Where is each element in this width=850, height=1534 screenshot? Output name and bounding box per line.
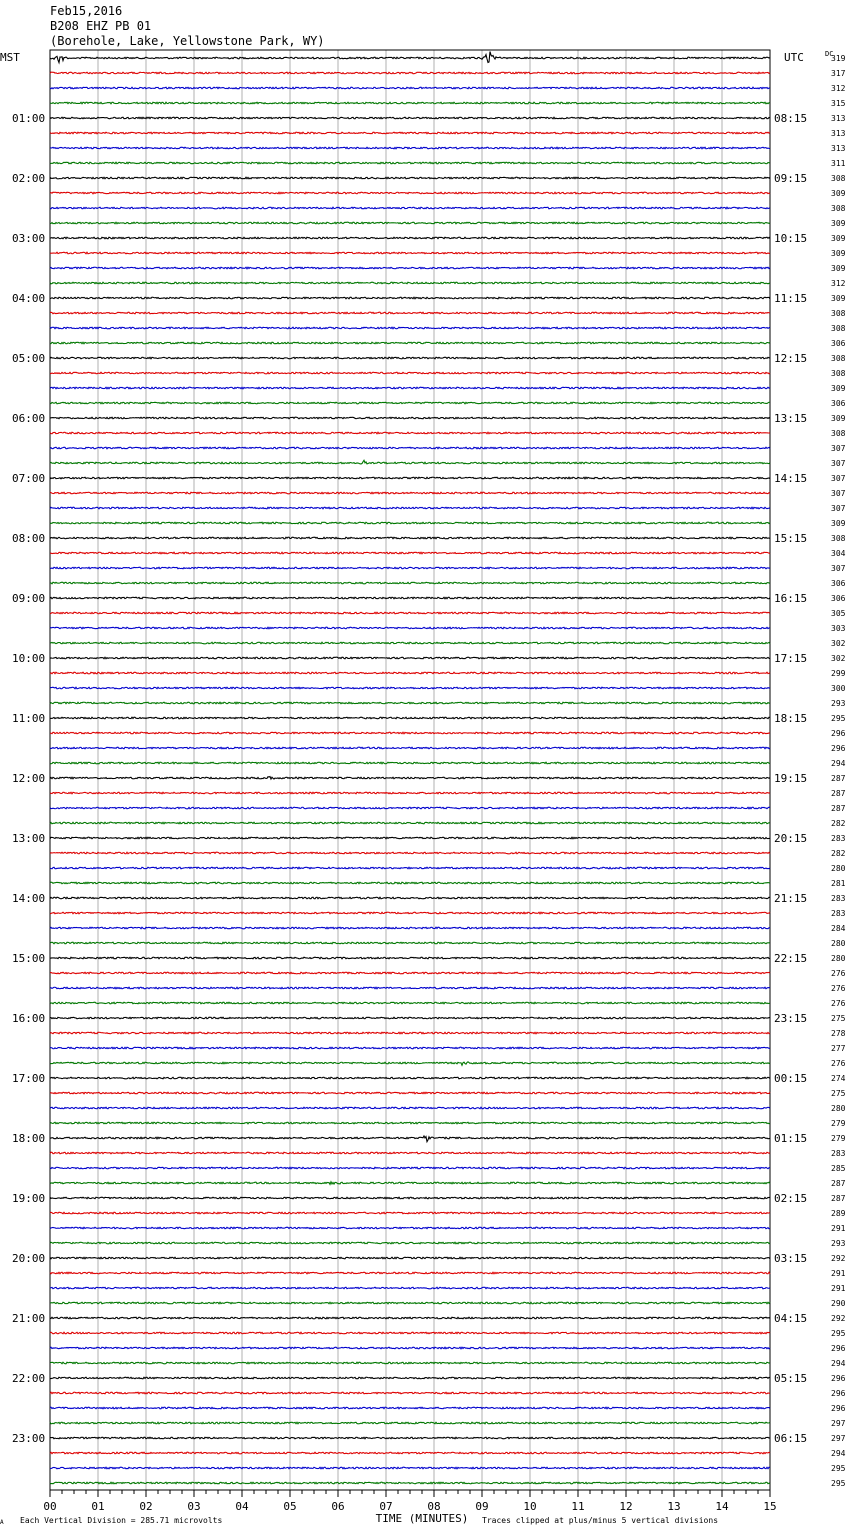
trace-line bbox=[50, 1422, 770, 1424]
left-timezone-label: MST bbox=[0, 51, 20, 64]
trace-line bbox=[50, 477, 770, 479]
trace-line bbox=[50, 912, 770, 914]
header-date: Feb15,2016 bbox=[50, 4, 123, 18]
left-hour-label: 06:00 bbox=[12, 412, 46, 425]
trace-line bbox=[50, 1257, 770, 1259]
dc-offset-label: 282 bbox=[831, 849, 846, 858]
trace-line bbox=[50, 672, 770, 674]
trace-line bbox=[50, 507, 770, 509]
dc-offset-label: 275 bbox=[831, 1014, 846, 1023]
dc-offset-label: 309 bbox=[831, 414, 846, 423]
trace-line bbox=[50, 432, 770, 434]
trace-line bbox=[50, 1287, 770, 1289]
dc-offset-label: 277 bbox=[831, 1044, 846, 1053]
trace-line bbox=[50, 1332, 770, 1334]
trace-line bbox=[50, 1017, 770, 1019]
dc-offset-label: 287 bbox=[831, 774, 846, 783]
trace-line bbox=[50, 297, 770, 299]
trace-line bbox=[50, 252, 770, 254]
x-tick-label: 01 bbox=[91, 1500, 105, 1513]
trace-line bbox=[50, 192, 770, 194]
header-location: (Borehole, Lake, Yellowstone Park, WY) bbox=[50, 34, 325, 48]
trace-line bbox=[50, 867, 770, 869]
dc-offset-label: 306 bbox=[831, 399, 846, 408]
trace-line bbox=[50, 52, 770, 63]
dc-offset-label: 307 bbox=[831, 489, 846, 498]
trace-line bbox=[50, 657, 770, 659]
right-hour-label: 14:15 bbox=[774, 472, 808, 485]
dc-offset-label: 296 bbox=[831, 744, 846, 753]
right-hour-label: 15:15 bbox=[774, 532, 808, 545]
trace-line bbox=[50, 222, 770, 224]
trace-line bbox=[50, 1032, 770, 1034]
left-hour-label: 07:00 bbox=[12, 472, 46, 485]
trace-line bbox=[50, 927, 770, 929]
trace-line bbox=[50, 837, 770, 839]
dc-offset-label: 274 bbox=[831, 1074, 846, 1083]
left-hour-label: 03:00 bbox=[12, 232, 46, 245]
dc-offset-label: 283 bbox=[831, 1149, 846, 1158]
trace-line bbox=[50, 612, 770, 614]
dc-offset-label: 308 bbox=[831, 354, 846, 363]
right-hour-label: 16:15 bbox=[774, 592, 808, 605]
x-tick-label: 13 bbox=[667, 1500, 681, 1513]
trace-line bbox=[50, 1317, 770, 1319]
dc-offset-label: 297 bbox=[831, 1419, 846, 1428]
dc-offset-label: 296 bbox=[831, 1344, 846, 1353]
left-hour-label: 08:00 bbox=[12, 532, 46, 545]
right-hour-label: 18:15 bbox=[774, 712, 808, 725]
dc-offset-label: 306 bbox=[831, 579, 846, 588]
dc-offset-label: 308 bbox=[831, 204, 846, 213]
trace-line bbox=[50, 327, 770, 329]
dc-offset-label: 307 bbox=[831, 504, 846, 513]
x-tick-label: 02 bbox=[139, 1500, 153, 1513]
trace-line bbox=[50, 1212, 770, 1214]
dc-offset-label: 306 bbox=[831, 594, 846, 603]
left-hour-label: 15:00 bbox=[12, 952, 46, 965]
dc-offset-label: 309 bbox=[831, 189, 846, 198]
dc-offset-label: 287 bbox=[831, 789, 846, 798]
x-tick-label: 15 bbox=[763, 1500, 777, 1513]
trace-line bbox=[50, 597, 770, 599]
left-hour-label: 04:00 bbox=[12, 292, 46, 305]
dc-offset-label: 287 bbox=[831, 1194, 846, 1203]
left-hour-label: 17:00 bbox=[12, 1072, 46, 1085]
trace-line bbox=[50, 492, 770, 494]
trace-line bbox=[50, 987, 770, 989]
dc-offset-label: 309 bbox=[831, 519, 846, 528]
left-hour-label: 02:00 bbox=[12, 172, 46, 185]
dc-offset-label: 308 bbox=[831, 174, 846, 183]
trace-line bbox=[50, 852, 770, 854]
trace-line bbox=[50, 1092, 770, 1094]
dc-offset-label: 302 bbox=[831, 639, 846, 648]
trace-line bbox=[50, 897, 770, 899]
left-hour-label: 19:00 bbox=[12, 1192, 46, 1205]
left-hour-label: 16:00 bbox=[12, 1012, 46, 1025]
x-tick-label: 11 bbox=[571, 1500, 585, 1513]
trace-line bbox=[50, 312, 770, 314]
trace-line bbox=[50, 147, 770, 149]
trace-line bbox=[50, 1182, 770, 1185]
right-hour-label: 03:15 bbox=[774, 1252, 808, 1265]
x-tick-label: 05 bbox=[283, 1500, 297, 1513]
trace-line bbox=[50, 1347, 770, 1349]
trace-line bbox=[50, 1077, 770, 1079]
dc-offset-label: 299 bbox=[831, 669, 846, 678]
right-hour-label: 22:15 bbox=[774, 952, 808, 965]
dc-offset-label: 302 bbox=[831, 654, 846, 663]
trace-line bbox=[50, 1452, 770, 1454]
trace-line bbox=[50, 402, 770, 404]
trace-line bbox=[50, 1136, 770, 1142]
dc-offset-label: 295 bbox=[831, 1479, 846, 1488]
trace-line bbox=[50, 237, 770, 239]
dc-offset-label: 291 bbox=[831, 1269, 846, 1278]
trace-line bbox=[50, 957, 770, 959]
x-tick-label: 04 bbox=[235, 1500, 249, 1513]
dc-offset-label: 296 bbox=[831, 1404, 846, 1413]
right-hour-label: 10:15 bbox=[774, 232, 808, 245]
dc-offset-label: 309 bbox=[831, 249, 846, 258]
right-hour-label: 09:15 bbox=[774, 172, 808, 185]
dc-header-label: DC bbox=[825, 50, 834, 58]
right-hour-label: 05:15 bbox=[774, 1372, 808, 1385]
trace-line bbox=[50, 387, 770, 389]
left-hour-label: 05:00 bbox=[12, 352, 46, 365]
dc-offset-label: 304 bbox=[831, 549, 846, 558]
dc-offset-label: 313 bbox=[831, 144, 846, 153]
dc-offset-label: 276 bbox=[831, 999, 846, 1008]
trace-line bbox=[50, 552, 770, 554]
trace-line bbox=[50, 1152, 770, 1154]
dc-offset-label: 307 bbox=[831, 459, 846, 468]
dc-offset-label: 312 bbox=[831, 84, 846, 93]
dc-offset-label: 275 bbox=[831, 1089, 846, 1098]
dc-offset-label: 293 bbox=[831, 1239, 846, 1248]
trace-line bbox=[50, 1272, 770, 1274]
dc-offset-label: 283 bbox=[831, 909, 846, 918]
dc-offset-label: 285 bbox=[831, 1164, 846, 1173]
trace-line bbox=[50, 972, 770, 974]
dc-offset-label: 303 bbox=[831, 624, 846, 633]
x-tick-label: 10 bbox=[523, 1500, 537, 1513]
trace-line bbox=[50, 162, 770, 164]
right-hour-label: 19:15 bbox=[774, 772, 808, 785]
x-tick-label: 06 bbox=[331, 1500, 345, 1513]
trace-line bbox=[50, 207, 770, 209]
trace-line bbox=[50, 1392, 770, 1394]
dc-offset-label: 307 bbox=[831, 564, 846, 573]
dc-offset-label: 280 bbox=[831, 954, 846, 963]
trace-line bbox=[50, 732, 770, 734]
dc-offset-label: 294 bbox=[831, 759, 846, 768]
trace-line bbox=[50, 1467, 770, 1469]
left-hour-label: 20:00 bbox=[12, 1252, 46, 1265]
trace-line bbox=[50, 882, 770, 884]
trace-line bbox=[50, 1377, 770, 1379]
right-hour-label: 12:15 bbox=[774, 352, 808, 365]
trace-line bbox=[50, 87, 770, 89]
trace-line bbox=[50, 1482, 770, 1484]
trace-line bbox=[50, 687, 770, 689]
left-hour-label: 09:00 bbox=[12, 592, 46, 605]
trace-line bbox=[50, 1062, 770, 1065]
left-hour-label: 01:00 bbox=[12, 112, 46, 125]
dc-offset-label: 290 bbox=[831, 1299, 846, 1308]
dc-offset-label: 309 bbox=[831, 264, 846, 273]
scale-note: Each Vertical Division = 285.71 microvolts bbox=[20, 1516, 223, 1525]
trace-line bbox=[50, 792, 770, 794]
dc-offset-label: 307 bbox=[831, 474, 846, 483]
dc-offset-label: 291 bbox=[831, 1224, 846, 1233]
trace-line bbox=[50, 1437, 770, 1439]
trace-line bbox=[50, 1047, 770, 1049]
dc-offset-label: 313 bbox=[831, 129, 846, 138]
right-hour-label: 00:15 bbox=[774, 1072, 808, 1085]
trace-line bbox=[50, 522, 770, 524]
trace-line bbox=[50, 942, 770, 944]
dc-offset-label: 308 bbox=[831, 324, 846, 333]
dc-offset-label: 295 bbox=[831, 1329, 846, 1338]
trace-line bbox=[50, 1407, 770, 1409]
trace-line bbox=[50, 72, 770, 74]
x-tick-label: 14 bbox=[715, 1500, 729, 1513]
x-tick-label: 08 bbox=[427, 1500, 441, 1513]
dc-offset-label: 287 bbox=[831, 1179, 846, 1188]
dc-offset-label: 292 bbox=[831, 1314, 846, 1323]
trace-line bbox=[50, 282, 770, 284]
dc-offset-label: 296 bbox=[831, 1374, 846, 1383]
dc-offset-label: 306 bbox=[831, 339, 846, 348]
left-hour-label: 11:00 bbox=[12, 712, 46, 725]
right-hour-label: 04:15 bbox=[774, 1312, 808, 1325]
dc-offset-label: 294 bbox=[831, 1449, 846, 1458]
dc-offset-label: 283 bbox=[831, 894, 846, 903]
dc-offset-label: 280 bbox=[831, 939, 846, 948]
right-hour-label: 21:15 bbox=[774, 892, 808, 905]
right-hour-label: 08:15 bbox=[774, 112, 808, 125]
trace-line bbox=[50, 1242, 770, 1244]
dc-offset-label: 313 bbox=[831, 114, 846, 123]
dc-offset-label: 311 bbox=[831, 159, 846, 168]
dc-offset-label: 276 bbox=[831, 1059, 846, 1068]
trace-line bbox=[50, 582, 770, 584]
dc-offset-label: 284 bbox=[831, 924, 846, 933]
trace-line bbox=[50, 267, 770, 269]
left-hour-label: 12:00 bbox=[12, 772, 46, 785]
trace-line bbox=[50, 807, 770, 809]
dc-offset-label: 276 bbox=[831, 984, 846, 993]
trace-line bbox=[50, 702, 770, 704]
trace-line bbox=[50, 447, 770, 449]
dc-offset-label: 280 bbox=[831, 864, 846, 873]
trace-line bbox=[50, 102, 770, 104]
dc-offset-label: 289 bbox=[831, 1209, 846, 1218]
right-hour-label: 13:15 bbox=[774, 412, 808, 425]
dc-offset-label: 309 bbox=[831, 234, 846, 243]
trace-line bbox=[50, 777, 770, 780]
trace-line bbox=[50, 1197, 770, 1199]
trace-line bbox=[50, 1002, 770, 1004]
dc-offset-label: 282 bbox=[831, 819, 846, 828]
left-hour-label: 23:00 bbox=[12, 1432, 46, 1445]
dc-offset-label: 296 bbox=[831, 1389, 846, 1398]
trace-line bbox=[50, 417, 770, 419]
trace-line bbox=[50, 627, 770, 629]
dc-offset-label: 295 bbox=[831, 714, 846, 723]
header-station: B208 EHZ PB 01 bbox=[50, 19, 152, 33]
trace-line bbox=[50, 762, 770, 764]
trace-line bbox=[50, 747, 770, 749]
dc-offset-label: 281 bbox=[831, 879, 846, 888]
dc-offset-label: 295 bbox=[831, 1464, 846, 1473]
trace-line bbox=[50, 372, 770, 374]
left-hour-label: 22:00 bbox=[12, 1372, 46, 1385]
trace-line bbox=[50, 822, 770, 824]
dc-offset-label: 308 bbox=[831, 309, 846, 318]
dc-offset-label: 283 bbox=[831, 834, 846, 843]
dc-offset-label: 293 bbox=[831, 699, 846, 708]
x-tick-label: 09 bbox=[475, 1500, 489, 1513]
right-hour-label: 02:15 bbox=[774, 1192, 808, 1205]
right-hour-label: 01:15 bbox=[774, 1132, 808, 1145]
trace-line bbox=[50, 460, 770, 464]
dc-offset-label: 297 bbox=[831, 1434, 846, 1443]
dc-offset-label: 307 bbox=[831, 444, 846, 453]
dc-offset-label: 309 bbox=[831, 384, 846, 393]
trace-line bbox=[50, 567, 770, 569]
dc-offset-label: 294 bbox=[831, 1359, 846, 1368]
dc-offset-label: 279 bbox=[831, 1134, 846, 1143]
trace-line bbox=[50, 1227, 770, 1229]
clip-note: Traces clipped at plus/minus 5 vertical divisions bbox=[482, 1516, 719, 1525]
trace-line bbox=[50, 717, 770, 719]
dc-offset-label: 317 bbox=[831, 69, 846, 78]
trace-line bbox=[50, 537, 770, 539]
trace-line bbox=[50, 1302, 770, 1304]
x-axis-title: TIME (MINUTES) bbox=[375, 1512, 469, 1525]
dc-offset-label: 292 bbox=[831, 1254, 846, 1263]
right-timezone-label: UTC bbox=[784, 51, 804, 64]
x-tick-label: 07 bbox=[379, 1500, 393, 1513]
trace-line bbox=[50, 357, 770, 359]
right-hour-label: 23:15 bbox=[774, 1012, 808, 1025]
x-tick-label: 03 bbox=[187, 1500, 201, 1513]
dc-offset-label: 308 bbox=[831, 429, 846, 438]
x-tick-label: 12 bbox=[619, 1500, 633, 1513]
trace-line bbox=[50, 642, 770, 644]
right-hour-label: 06:15 bbox=[774, 1432, 808, 1445]
corner-mark: A bbox=[0, 1519, 4, 1526]
left-hour-label: 10:00 bbox=[12, 652, 46, 665]
trace-line bbox=[50, 177, 770, 179]
trace-line bbox=[50, 1167, 770, 1169]
left-hour-label: 14:00 bbox=[12, 892, 46, 905]
left-hour-label: 21:00 bbox=[12, 1312, 46, 1325]
dc-offset-label: 312 bbox=[831, 279, 846, 288]
dc-offset-label: 309 bbox=[831, 294, 846, 303]
trace-line bbox=[50, 117, 770, 119]
dc-offset-label: 276 bbox=[831, 969, 846, 978]
dc-offset-label: 319 bbox=[831, 54, 846, 63]
dc-offset-label: 309 bbox=[831, 219, 846, 228]
dc-offset-label: 291 bbox=[831, 1284, 846, 1293]
right-hour-label: 11:15 bbox=[774, 292, 808, 305]
trace-line bbox=[50, 1107, 770, 1109]
trace-line bbox=[50, 132, 770, 134]
dc-offset-label: 315 bbox=[831, 99, 846, 108]
x-tick-label: 00 bbox=[43, 1500, 57, 1513]
dc-offset-label: 305 bbox=[831, 609, 846, 618]
trace-line bbox=[50, 1122, 770, 1124]
dc-offset-label: 280 bbox=[831, 1104, 846, 1113]
left-hour-label: 18:00 bbox=[12, 1132, 46, 1145]
dc-offset-label: 300 bbox=[831, 684, 846, 693]
dc-offset-label: 278 bbox=[831, 1029, 846, 1038]
dc-offset-label: 308 bbox=[831, 369, 846, 378]
dc-offset-label: 308 bbox=[831, 534, 846, 543]
trace-line bbox=[50, 1362, 770, 1364]
dc-offset-label: 279 bbox=[831, 1119, 846, 1128]
dc-offset-label: 296 bbox=[831, 729, 846, 738]
right-hour-label: 20:15 bbox=[774, 832, 808, 845]
left-hour-label: 13:00 bbox=[12, 832, 46, 845]
right-hour-label: 17:15 bbox=[774, 652, 808, 665]
trace-line bbox=[50, 342, 770, 344]
dc-offset-label: 287 bbox=[831, 804, 846, 813]
